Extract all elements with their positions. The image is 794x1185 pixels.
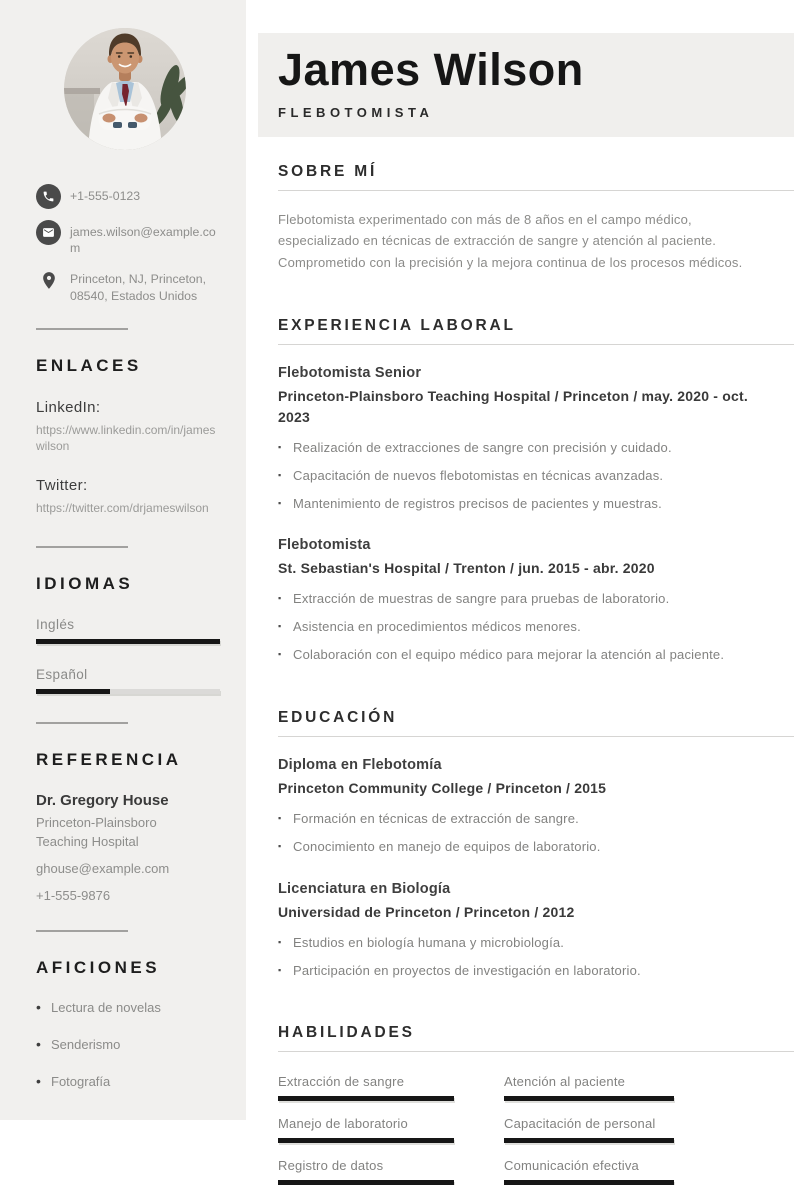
degree-meta: Universidad de Princeton / Princeton / 2012 [278,903,575,920]
reference-section-title: REFERENCIA [36,750,182,770]
job-bullet: ▪ Colaboración con el equipo médico para mejorar la atención al paciente. [278,646,776,665]
skill-item [504,1158,674,1185]
profile-photo [64,28,186,150]
header-band [258,33,794,137]
sidebar [0,0,246,1120]
degree-name: Licenciatura en Biología [278,880,451,897]
languages-section-title: IDIOMAS [36,574,134,594]
job-position: Flebotomista Senior [278,364,422,381]
contact-location [36,267,224,303]
hobby-item: • Fotografía [36,1074,224,1089]
person-name: James Wilson [278,44,584,95]
sidebar-divider [36,722,128,724]
about-text: Flebotomista experimentado con más de 8 años en el campo médico, especializado en técnicas de extracción de sangre y atención al paciente. Comprometido con la precisión y la mejora continua de los procesos médicos. [278,212,743,270]
skill-bar [278,1138,454,1143]
education-entry [278,881,776,981]
location-text: Princeton, NJ, Princeton, 08540, Estados Unidos [70,272,207,303]
skill-item [278,1116,454,1143]
contact-email [36,220,224,256]
experience-section [278,317,776,665]
hobby-item: • Senderismo [36,1037,224,1052]
location-pin-icon [36,267,61,294]
skills-grid [278,1074,776,1185]
skill-bar [504,1096,674,1101]
language-level-fill [36,689,110,694]
linkedin-url[interactable]: https://www.linkedin.com/in/jameswilson [36,422,216,454]
degree-bullets [278,810,776,857]
twitter-url[interactable]: https://twitter.com/drjameswilson [36,501,209,516]
contact-section [36,184,224,304]
reference-name: Dr. Gregory House [36,792,169,810]
experience-title: EXPERIENCIA LABORAL [278,317,794,345]
skill-item [504,1116,674,1143]
language-level-fill [36,639,220,644]
degree-bullet: ▪ Conocimiento en manejo de equipos de laboratorio. [278,838,776,857]
skill-label: Manejo de laboratorio [278,1116,408,1132]
reference-phone: +1-555-9876 [36,887,111,903]
language-level-bar [36,689,220,694]
hobby-list [36,1000,224,1089]
phone-number: +1-555-0123 [70,189,141,203]
reference-organization: Princeton-Plainsboro Teaching Hospital [36,815,157,850]
hobby-item: • Lectura de novelas [36,1000,224,1015]
degree-meta: Princeton Community College / Princeton / 2015 [278,780,607,796]
skill-bar-fill [278,1096,454,1101]
profile-photo-illustration [64,28,186,150]
mail-icon [36,220,61,245]
skill-bar-fill [504,1138,674,1143]
skill-label: Registro de datos [278,1158,384,1174]
job-entry [278,365,776,514]
degree-bullet: ▪ Estudios en biología humana y microbiología. [278,934,776,953]
main-column [246,0,794,1174]
skill-label: Atención al paciente [504,1074,626,1090]
job-bullet: ▪ Asistencia en procedimientos médicos menores. [278,618,776,637]
job-meta: St. Sebastian's Hospital / Trenton / jun. 2015 - abr. 2020 [278,560,655,577]
sidebar-divider [36,328,128,330]
job-bullet: ▪ Extracción de muestras de sangre para pruebas de laboratorio. [278,590,776,609]
skill-bar-fill [504,1096,674,1101]
skill-item [278,1074,454,1101]
about-title: SOBRE MÍ [278,163,794,191]
hobbies-section-title: AFICIONES [36,957,161,977]
skill-bar [504,1180,674,1185]
skill-label: Extracción de sangre [278,1074,405,1090]
skill-bar-fill [504,1180,674,1185]
about-section [278,163,776,273]
skill-label: Capacitación de personal [504,1116,656,1132]
education-title: EDUCACIÓN [278,709,794,737]
job-bullet: ▪ Realización de extracciones de sangre con precisión y cuidado. [278,439,776,458]
links-section-title: ENLACES [36,355,142,375]
job-bullet: ▪ Mantenimiento de registros precisos de pacientes y muestras. [278,495,776,514]
skill-bar-fill [278,1180,454,1185]
education-section [278,709,776,980]
degree-name: Diploma en Flebotomía [278,757,442,773]
skills-section [278,1024,776,1185]
language-level-bar [36,639,220,644]
skill-item [278,1158,454,1185]
skill-bar [504,1138,674,1143]
sidebar-divider [36,930,128,932]
skill-bar-fill [278,1138,454,1143]
sidebar-divider [36,546,128,548]
job-bullets [278,439,776,514]
job-bullet: ▪ Capacitación de nuevos flebotomistas en técnicas avanzadas. [278,467,776,486]
linkedin-label: LinkedIn: [36,398,101,416]
job-bullets [278,590,776,665]
education-entry [278,757,776,857]
main-content [246,163,794,1185]
language-name: Español [36,667,88,683]
skill-bar [278,1096,454,1101]
job-meta: Princeton-Plainsboro Teaching Hospital / Princeton / may. 2020 - oct. 2023 [278,387,748,425]
twitter-label: Twitter: [36,477,88,495]
phone-icon [36,184,61,209]
skill-label: Comunicación efectiva [504,1158,639,1174]
language-name: Inglés [36,617,75,633]
degree-bullet: ▪ Participación en proyectos de investigación en laboratorio. [278,962,776,981]
person-role: FLEBOTOMISTA [278,105,434,121]
degree-bullet: ▪ Formación en técnicas de extracción de sangre. [278,810,776,829]
skill-item [504,1074,674,1101]
email-address: james.wilson@example.com [70,225,216,256]
contact-phone [36,184,224,209]
job-entry [278,537,776,665]
skill-bar [278,1180,454,1185]
job-position: Flebotomista [278,537,371,554]
degree-bullets [278,934,776,981]
reference-email: ghouse@example.com [36,861,170,877]
skills-title: HABILIDADES [278,1024,794,1052]
